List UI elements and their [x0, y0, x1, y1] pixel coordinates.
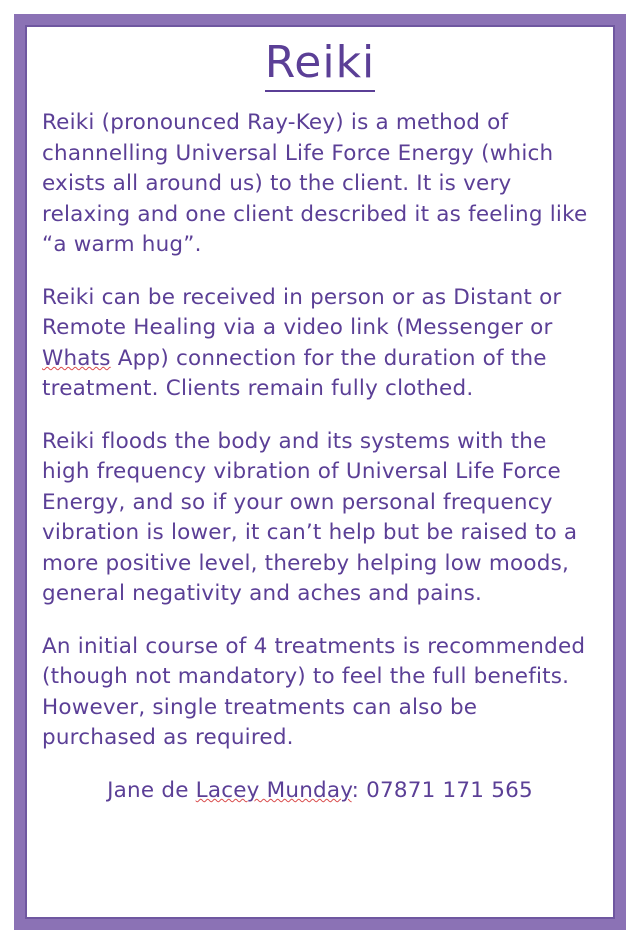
page-title-text: Reiki — [265, 37, 376, 92]
paragraph-delivery-before: Reiki can be received in person or as Distant or Remote Healing via a video link (Messenger or — [42, 284, 562, 341]
contact-name-after: : — [351, 777, 360, 803]
contact-name — [107, 778, 359, 803]
paragraph-benefits: Reiki floods the body and its systems with the high frequency vibration of Universal Life Force Energy, and so if your own personal frequency vibration is lower, it can’t help but be raised to a more positive level, thereby helping low moods, general negativity and aches and pains. — [42, 428, 578, 607]
contact-line — [42, 776, 598, 807]
contact-name-before: Jane de — [107, 777, 196, 803]
misspelled-word-whats: Whats — [42, 345, 111, 371]
misspelled-name-lacey-munday: Lacey Munday — [195, 777, 352, 803]
page-title — [42, 37, 598, 88]
paragraph-course: An initial course of 4 treatments is recommended (though not mandatory) to feel the full benefits. However, single treatments can also be purchased as required. — [42, 633, 586, 751]
paragraph-delivery-after: App) connection for the duration of the treatment. Clients remain fully clothed. — [42, 345, 547, 402]
paragraph-intro: Reiki (pronounced Ray-Key) is a method of channelling Universal Life Force Energy (which exists all around us) to the client. It is very relaxing and one client described it as feeling like “a warm hug”. — [42, 110, 588, 258]
contact-phone: 07871 171 565 — [366, 777, 533, 803]
poster-content — [36, 34, 604, 910]
paragraph-delivery — [42, 283, 598, 405]
